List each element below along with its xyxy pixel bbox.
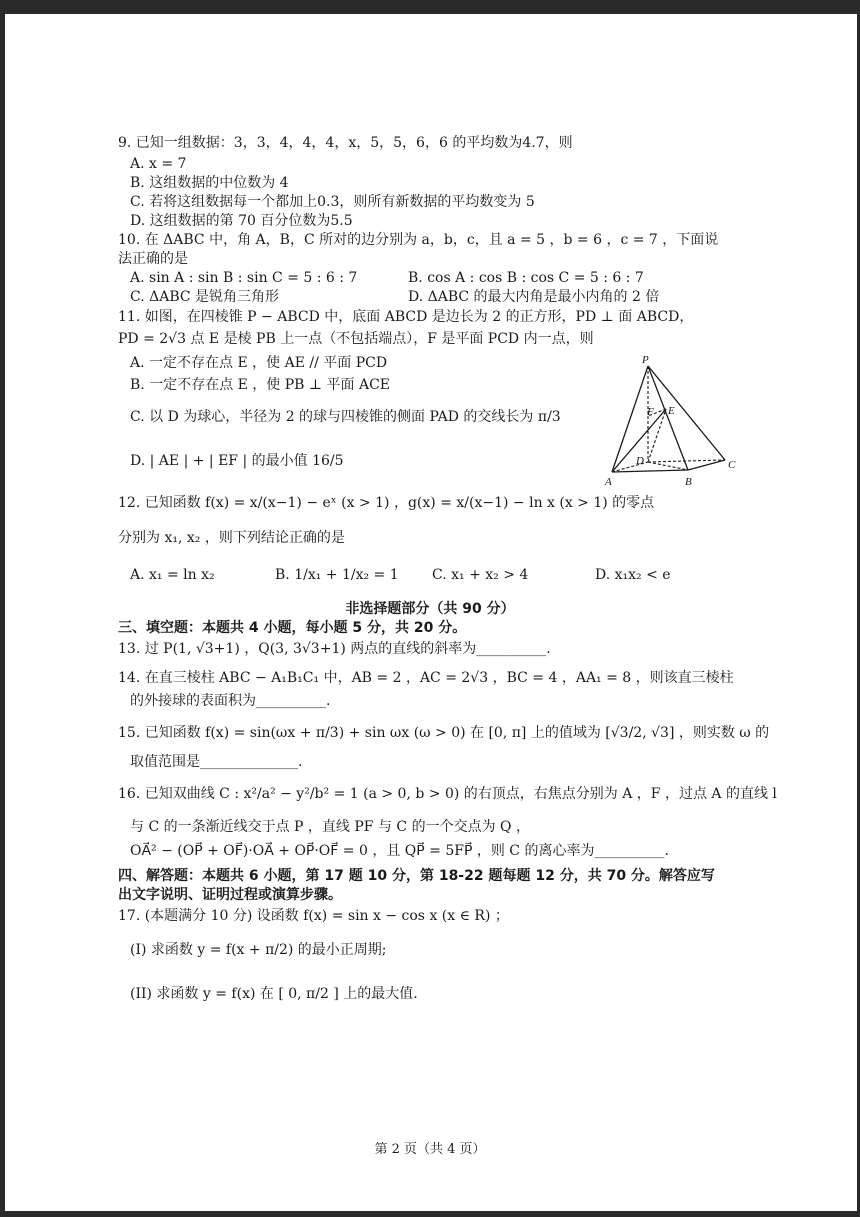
q11-option-c: C. 以 D 为球心，半径为 2 的球与四棱锥的侧面 PAD 的交线长为 π/3 bbox=[130, 409, 561, 425]
q10-option-a: A. sin A : sin B : sin C = 5 : 6 : 7 bbox=[130, 270, 358, 286]
q10-option-c: C. ΔABC 是锐角三角形 bbox=[130, 289, 280, 305]
q12-option-c: C. x₁ + x₂ > 4 bbox=[432, 567, 529, 583]
q11-option-b: B. 一定不存在点 E ，使 PB ⊥ 平面 ACE bbox=[130, 377, 391, 393]
q10-stem-line2: 法正确的是 bbox=[118, 251, 188, 267]
q15-line1: 15. 已知函数 f(x) = sin(ωx + π/3) + sin ωx (ω > 0) 在 [0, π] 上的值域为 [√3/2, √3] ，则实数 ω 的 bbox=[118, 725, 770, 741]
q9-option-b: B. 这组数据的中位数为 4 bbox=[130, 175, 289, 191]
q9-option-a: A. x = 7 bbox=[130, 156, 187, 172]
q9-option-d: D. 这组数据的第 70 百分位数为5.5 bbox=[130, 213, 353, 229]
part-title: 非选择题部分（共 90 分） bbox=[345, 601, 515, 617]
q12-option-b: B. 1/x₁ + 1/x₂ = 1 bbox=[275, 567, 399, 583]
pyramid-edges bbox=[612, 366, 725, 472]
label-a: A bbox=[605, 476, 612, 488]
q16-line1: 16. 已知双曲线 C : x²/a² − y²/b² = 1 (a > 0, b > 0) 的右顶点，右焦点分别为 A ，F ，过点 A 的直线 l bbox=[118, 786, 777, 802]
q12-option-a: A. x₁ = ln x₂ bbox=[130, 567, 215, 583]
label-p: P bbox=[642, 354, 649, 366]
q10-option-d: D. ΔABC 的最大内角是最小内角的 2 倍 bbox=[408, 289, 660, 305]
q15-line2: 取值范围是______________. bbox=[130, 754, 303, 770]
q17-part-2: (II) 求函数 y = f(x) 在 [ 0, π/2 ] 上的最大值. bbox=[130, 986, 418, 1002]
label-c: C bbox=[728, 459, 736, 471]
section-3-heading: 三、填空题：本题共 4 小题，每小题 5 分，共 20 分。 bbox=[118, 620, 467, 636]
q14-line2: 的外接球的表面积为__________. bbox=[130, 693, 331, 709]
edge-ab bbox=[612, 470, 688, 472]
label-f: F bbox=[647, 406, 654, 418]
page-footer: 第 2 页（共 4 页） bbox=[374, 1142, 486, 1157]
label-d: D bbox=[636, 455, 644, 467]
q16-line3: OA⃗² − (OP⃗ + OF⃗)·OA⃗ + OP⃗·OF⃗ = 0 ，且 QP⃗ = 5FP⃗ ，则 C 的离心率为__________. bbox=[130, 843, 669, 859]
q12-stem-line1: 12. 已知函数 f(x) = x/(x−1) − eˣ (x > 1) ，g(x) = x/(x−1) − ln x (x > 1) 的零点 bbox=[118, 495, 655, 511]
q16-line2: 与 C 的一条渐近线交于点 P ，直线 PF 与 C 的一个交点为 Q ， bbox=[130, 819, 530, 835]
pyramid-figure bbox=[600, 352, 750, 492]
q12-option-d: D. x₁x₂ < e bbox=[595, 567, 671, 583]
q12-stem-line2: 分别为 x₁, x₂ ，则下列结论正确的是 bbox=[118, 530, 345, 546]
label-b: B bbox=[685, 476, 692, 488]
q11-option-a: A. 一定不存在点 E ，使 AE // 平面 PCD bbox=[130, 355, 388, 371]
q9-option-c: C. 若将这组数据每一个都加上0.3，则所有新数据的平均数变为 5 bbox=[130, 194, 535, 210]
section-4-heading-line2: 出文字说明、证明过程或演算步骤。 bbox=[118, 887, 342, 903]
q9-stem: 9. 已知一组数据：3，3，4，4，4，x，5，5，6，6 的平均数为4.7，则 bbox=[118, 135, 573, 151]
q10-option-b: B. cos A : cos B : cos C = 5 : 6 : 7 bbox=[408, 270, 644, 286]
edge-bc bbox=[688, 460, 725, 470]
q14-line1: 14. 在直三棱柱 ABC − A₁B₁C₁ 中，AB = 2 ，AC = 2√3 ，BC = 4 ，AA₁ = 8 ，则该直三棱柱 bbox=[118, 670, 734, 686]
edge-pb bbox=[648, 366, 688, 470]
q10-stem-line1: 10. 在 ΔABC 中，角 A，B，C 所对的边分别为 a，b，c，且 a = 5 ，b = 6 ，c = 7 ，下面说 bbox=[118, 232, 719, 248]
label-e: E bbox=[668, 405, 675, 417]
q13: 13. 过 P(1, √3+1) ，Q(3, 3√3+1) 两点的直线的斜率为__________. bbox=[118, 641, 551, 657]
section-4-heading-line1: 四、解答题：本题共 6 小题，第 17 题 10 分，第 18-22 题每题 12 分，共 70 分。解答应写 bbox=[118, 868, 715, 884]
q11-stem-line1: 11. 如图，在四棱锥 P − ABCD 中，底面 ABCD 是边长为 2 的正方形，PD ⊥ 面 ABCD， bbox=[118, 309, 694, 325]
edge-dc bbox=[648, 460, 725, 462]
edge-db bbox=[648, 462, 688, 470]
q11-stem-line2: PD = 2√3 点 E 是棱 PB 上一点（不包括端点），F 是平面 PCD 内一点，则 bbox=[118, 331, 594, 347]
q17-part-1: (I) 求函数 y = f(x + π/2) 的最小正周期; bbox=[130, 942, 387, 958]
q11-option-d: D. | AE | + | EF | 的最小值 16/5 bbox=[130, 453, 344, 469]
q17-stem: 17. (本题满分 10 分) 设函数 f(x) = sin x − cos x (x ∈ R) ； bbox=[118, 908, 509, 924]
edge-pc bbox=[648, 366, 725, 460]
